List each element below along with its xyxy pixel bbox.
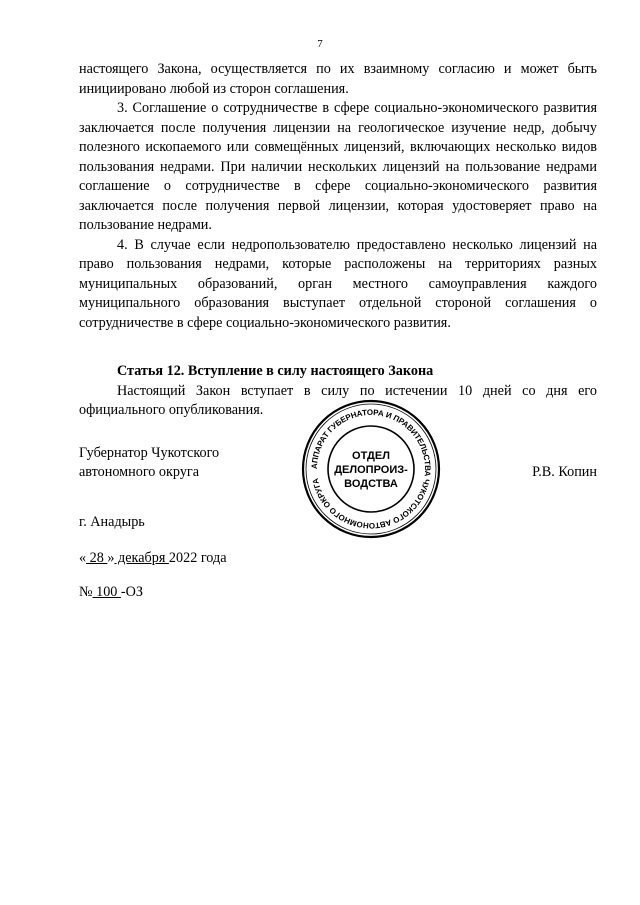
date-day: 28 [86, 550, 108, 566]
signatory-title-line2: автономного округа [79, 464, 200, 480]
date-month: декабря [114, 550, 169, 566]
number-value: 100 [92, 584, 121, 600]
article-heading: Статья 12. Вступление в силу настоящего Закона [117, 363, 434, 379]
stamp-inner-line3: ВОДСТВА [344, 478, 398, 490]
signatory-title [79, 444, 309, 482]
paragraph-3: 3. Соглашение о сотрудничестве в сфере социально-экономического развития заключается после получения лицензии на геологическое изучение недр, добычу полезного ископаемого или совмещённых лицензий, включающих несколько видов пользования недрами. При наличии нескольких лицензий на пользование недрами соглашение о сотрудничестве в сфере социально-экономического развития заключается после получения первой лицензии, которая удостоверяет право на пользование недрами. [79, 100, 597, 233]
stamp-inner-line1: ОТДЕЛ [352, 450, 390, 462]
date-year: 2022 года [168, 550, 227, 566]
law-number [79, 584, 143, 601]
page-number: 7 [317, 38, 323, 50]
number-suffix: -ОЗ [120, 584, 143, 600]
date-close-quote: » [107, 550, 115, 566]
document-body [79, 60, 597, 421]
date-open-quote: « [79, 550, 87, 566]
signatory-name: Р.В. Копин [532, 464, 597, 480]
number-prefix: № [79, 584, 93, 600]
stamp-inner-line2: ДЕЛОПРОИЗ- [334, 464, 408, 476]
signatory-title-line1: Губернатор Чукотского [79, 445, 220, 461]
paragraph-continuation: настоящего Закона, осуществляется по их взаимному согласию и может быть инициировано любой из сторон соглашения. [79, 61, 597, 97]
article-text: Настоящий Закон вступает в силу по истечении 10 дней со дня его официального опубликования. [79, 382, 597, 418]
stamp-ring-text: АППАРАТ ГУБЕРНАТОРА И ПРАВИТЕЛЬСТВА ЧУКОТСКОГО АВТОНОМНОГО ОКРУГА [309, 407, 433, 531]
official-stamp [300, 398, 442, 540]
paragraph-4: 4. В случае если недропользователю предоставлено несколько лицензий на право пользования недрами, которые расположены на территориях разных муниципальных образований, орган местного самоуправления каждого муниципального образования выступает отдельной стороной соглашения о сотрудничестве в сфере социально-экономического развития. [79, 236, 597, 331]
place: г. Анадырь [79, 514, 145, 530]
date-line [79, 550, 227, 567]
